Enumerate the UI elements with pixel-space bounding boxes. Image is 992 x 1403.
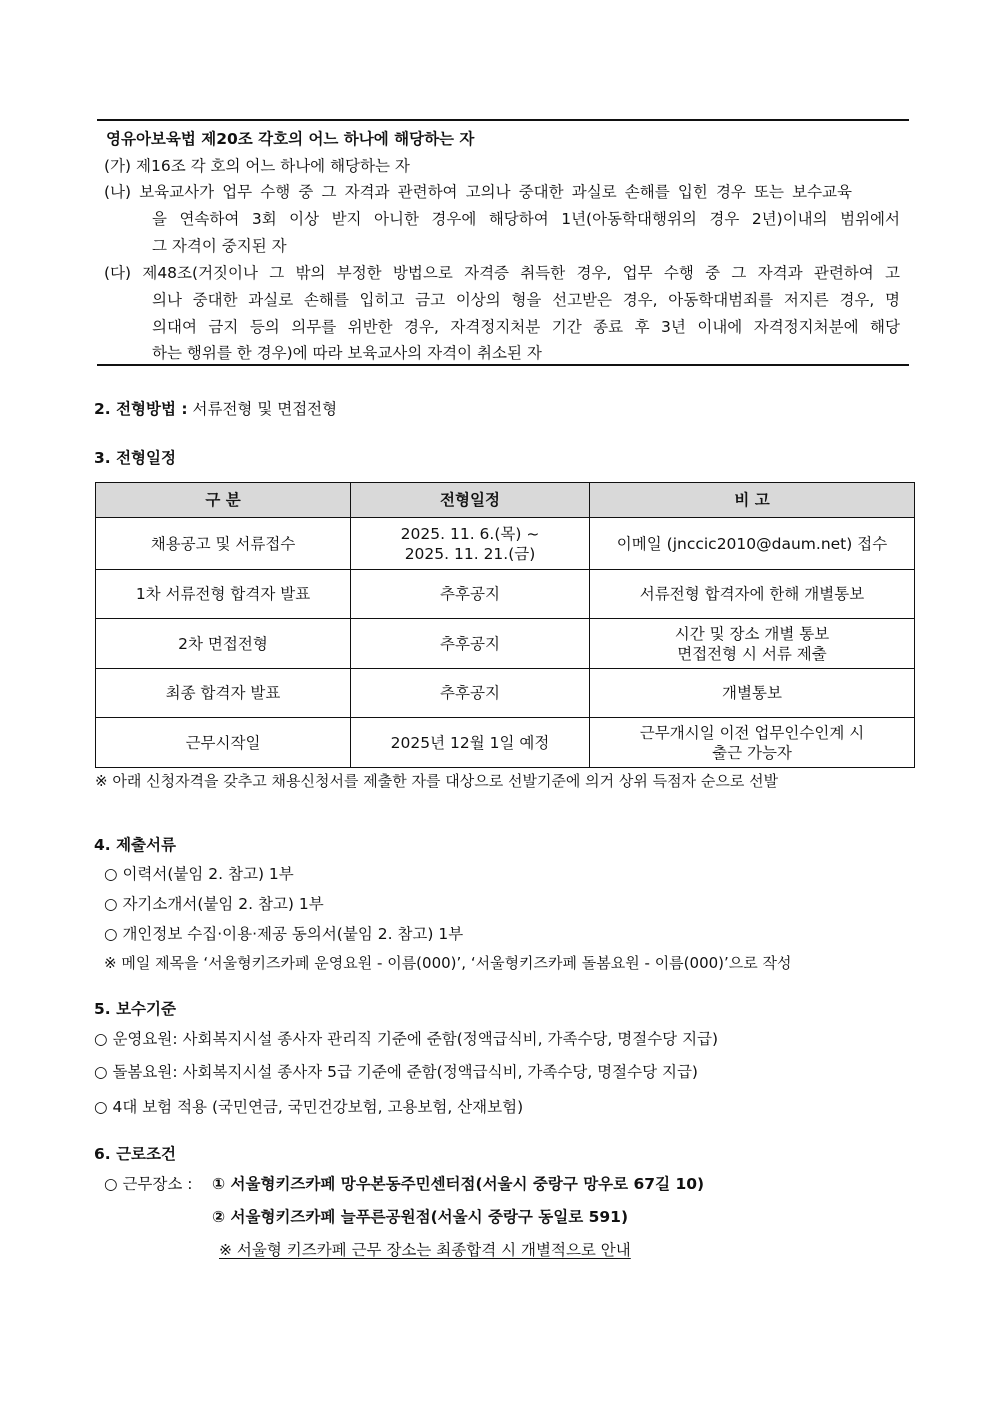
cell-category: 채용공고 및 서류접수 bbox=[96, 518, 351, 570]
col-header-schedule: 전형일정 bbox=[351, 483, 590, 518]
bottom-rule bbox=[97, 364, 909, 366]
work-place-note: ※ 서울형 키즈카페 근무 장소는 최종합격 시 개별적으로 안내 bbox=[219, 1241, 631, 1259]
cell-schedule: 추후공지 bbox=[351, 669, 590, 718]
list-item: ○ 개인정보 수집·이용·제공 동의서(붙임 2. 참고) 1부 bbox=[104, 925, 464, 943]
table-row bbox=[96, 570, 915, 619]
clause-da-line3: 의대여 금지 등의 의무를 위반한 경우, 자격정지처분 기간 종료 후 3년 이내에 자격정지처분에 해당 bbox=[152, 318, 900, 336]
section-2-value: 서류전형 및 면접전형 bbox=[192, 400, 338, 418]
clause-da-line2: 의나 중대한 과실로 손해를 입히고 금고 이상의 형을 선고받은 경우, 아동학대범죄를 저지른 경우, 명 bbox=[152, 291, 900, 309]
table-row bbox=[96, 518, 915, 570]
list-item: ※ 메일 제목을 ‘서울형키즈카페 운영요원 - 이름(000)’, ‘서울형키즈카페 돌봄요원 - 이름(000)’으로 작성 bbox=[104, 954, 792, 972]
section-6-heading: 6. 근로조건 bbox=[94, 1145, 176, 1163]
work-place-1: ① 서울형키즈카페 망우본동주민센터점(서울시 중랑구 망우로 67길 10) bbox=[212, 1175, 705, 1193]
col-header-category: 구 분 bbox=[96, 483, 351, 518]
table-row bbox=[96, 718, 915, 768]
disqualification-title: 영유아보육법 제20조 각호의 어느 하나에 해당하는 자 bbox=[106, 130, 475, 148]
cell-category: 1차 서류전형 합격자 발표 bbox=[96, 570, 351, 619]
cell-note-line2: 면접전형 시 서류 제출 bbox=[677, 644, 827, 663]
cell-schedule: 추후공지 bbox=[351, 619, 590, 669]
col-header-note: 비 고 bbox=[590, 483, 915, 518]
cell-category: 2차 면접전형 bbox=[96, 619, 351, 669]
clause-na-line2: 을 연속하여 3회 이상 받지 아니한 경우에 해당하여 1년(아동학대행위의 경우 2년)이내의 범위에서 bbox=[152, 210, 900, 228]
clause-da-line4: 하는 행위를 한 경우)에 따라 보육교사의 자격이 취소된 자 bbox=[152, 344, 542, 362]
cell-schedule: 추후공지 bbox=[351, 570, 590, 619]
section-4-heading: 4. 제출서류 bbox=[94, 836, 176, 854]
section-5-heading: 5. 보수기준 bbox=[94, 1000, 176, 1018]
section-2-heading: 2. 전형방법 : bbox=[94, 400, 188, 418]
list-item: ○ 이력서(붙임 2. 참고) 1부 bbox=[104, 865, 294, 883]
table-row bbox=[96, 619, 915, 669]
cell-schedule bbox=[351, 518, 590, 570]
cell-note-line1: 근무개시일 이전 업무인수인계 시 bbox=[639, 723, 865, 742]
list-item: ○ 자기소개서(붙임 2. 참고) 1부 bbox=[104, 895, 324, 913]
list-item: ○ 운영요원: 사회복지시설 종사자 관리직 기준에 준함(정액급식비, 가족수당, 명절수당 지급) bbox=[94, 1030, 719, 1048]
list-item: ○ 돌봄요원: 사회복지시설 종사자 5급 기준에 준함(정액급식비, 가족수당, 명절수당 지급) bbox=[94, 1063, 698, 1081]
list-item: ○ 4대 보험 적용 (국민연금, 국민건강보험, 고용보험, 산재보험) bbox=[94, 1098, 524, 1116]
cell-note: 개별통보 bbox=[590, 669, 915, 718]
cell-note bbox=[590, 619, 915, 669]
schedule-footnote: ※ 아래 신청자격을 갖추고 채용신청서를 제출한 자를 대상으로 선발기준에 의거 상위 득점자 순으로 선발 bbox=[95, 772, 779, 790]
schedule-table bbox=[95, 482, 915, 768]
clause-da-line1: (다) 제48조(거짓이나 그 밖의 부정한 방법으로 자격증 취득한 경우, 업무 수행 중 그 자격과 관련하여 고 bbox=[104, 264, 900, 282]
cell-category: 근무시작일 bbox=[96, 718, 351, 768]
clause-ga: (가) 제16조 각 호의 어느 하나에 해당하는 자 bbox=[104, 157, 410, 175]
table-row bbox=[96, 669, 915, 718]
work-place-2: ② 서울형키즈카페 늘푸른공원점(서울시 중랑구 동일로 591) bbox=[212, 1208, 629, 1226]
cell-category: 최종 합격자 발표 bbox=[96, 669, 351, 718]
section-3-heading: 3. 전형일정 bbox=[94, 449, 176, 467]
clause-na-line1: (나) 보육교사가 업무 수행 중 그 자격과 관련하여 고의나 중대한 과실로 손해를 입힌 경우 또는 보수교육 bbox=[104, 183, 852, 201]
cell-schedule: 2025년 12월 1일 예정 bbox=[351, 718, 590, 768]
top-rule bbox=[97, 119, 909, 121]
cell-note-line1: 시간 및 장소 개별 통보 bbox=[674, 624, 830, 643]
cell-note bbox=[590, 718, 915, 768]
section-2 bbox=[94, 397, 337, 419]
clause-na-line3: 그 자격이 중지된 자 bbox=[152, 237, 287, 255]
table-header-row bbox=[96, 483, 915, 518]
cell-schedule-line1: 2025. 11. 6.(목) ~ bbox=[400, 524, 540, 543]
cell-note: 서류전형 합격자에 한해 개별통보 bbox=[590, 570, 915, 619]
cell-note-line2: 출근 가능자 bbox=[712, 743, 792, 762]
cell-schedule-line2: 2025. 11. 21.(금) bbox=[404, 544, 536, 563]
work-place-label: ○ 근무장소 : bbox=[104, 1175, 193, 1193]
cell-note: 이메일 (jnccic2010@daum.net) 접수 bbox=[590, 518, 915, 570]
